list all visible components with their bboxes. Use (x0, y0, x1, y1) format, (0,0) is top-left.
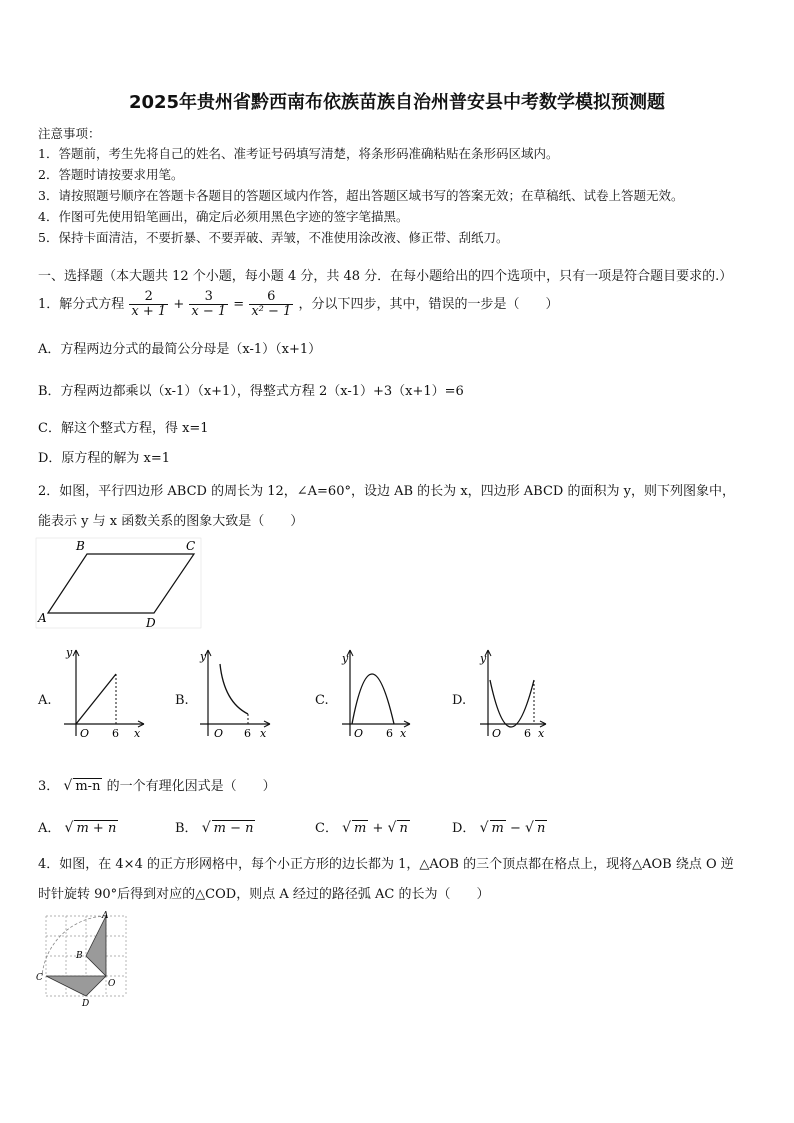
denominator: x − 1 (191, 304, 227, 319)
question-2-line1: 2．如图，平行四边形 ABCD 的周长为 12，∠A=60°，设边 AB 的长为 x，四边形 ABCD 的面积为 y，则下列图象中， (38, 484, 735, 499)
q3-option-c[interactable] (315, 817, 410, 836)
vertex-label: D (146, 616, 156, 630)
denominator: x² − 1 (251, 304, 292, 319)
graph-line (76, 674, 116, 724)
point-label: C (36, 973, 43, 983)
point-label: A (102, 911, 109, 921)
graph-curve (220, 664, 248, 714)
notice-item: 5．保持卡面清洁，不要折暴、不要弄破、弄皱，不准使用涂改液、修正带、刮纸刀。 (38, 230, 509, 245)
graph-curve (352, 674, 394, 724)
question-4-line1: 4．如图，在 4×4 的正方形网格中，每个小正方形的边长都为 1，△AOB 的三个顶点都在格点上，现将△AOB 绕点 O 逆 (38, 857, 734, 872)
q2-graph-c[interactable] (338, 644, 416, 744)
tick-label: 6 (386, 727, 393, 740)
point-label: O (108, 979, 116, 989)
q1-prefix: 1．解分式方程 (38, 297, 125, 312)
tick-label: 6 (244, 727, 251, 740)
q2-option-b-label[interactable]: B. (175, 693, 189, 708)
option-letter: B． (175, 821, 198, 836)
option-letter: C． (315, 821, 338, 836)
q2-graph-d[interactable] (476, 644, 552, 744)
plus-sign: + (173, 297, 185, 312)
axis-label-x: x (260, 727, 267, 740)
axis-label-y: y (200, 650, 207, 663)
numerator: 3 (189, 290, 228, 305)
parallelogram-figure (36, 538, 206, 630)
axis-label-x: x (134, 727, 141, 740)
axis-arrows (485, 650, 546, 727)
notice-heading: 注意事项： (38, 126, 101, 141)
operator: + (372, 821, 384, 836)
radicand: n (536, 821, 546, 836)
radicand: m (354, 821, 367, 836)
question-3-stem (38, 775, 276, 794)
graph-curve (490, 680, 534, 727)
q3-option-d[interactable] (452, 817, 547, 836)
vertex-label: C (186, 539, 196, 553)
q3-option-a[interactable] (38, 817, 118, 836)
radicand: m-n (75, 779, 101, 794)
option-letter: A． (38, 821, 61, 836)
axis-label-y: y (66, 646, 73, 659)
axis-label-y: y (342, 652, 349, 665)
radical-sign: √ (342, 820, 352, 836)
tick-label: 6 (524, 727, 531, 740)
q2-graph-b[interactable] (196, 644, 276, 744)
fraction (189, 290, 228, 319)
triangle-cod (46, 976, 106, 996)
q1-option-a[interactable]: A．方程两边分式的最简公分母是（x-1）（x+1） (38, 342, 322, 357)
origin-label: O (214, 727, 224, 740)
notice-item: 3．请按照题号顺序在答题卡各题目的答题区域内作答，超出答题区域书写的答案无效；在草稿纸、试卷上答题无效。 (38, 188, 684, 203)
figure-frame (36, 538, 201, 628)
vertex-label: A (38, 611, 47, 625)
question-1-stem (38, 287, 558, 323)
q1-option-b[interactable]: B．方程两边都乘以（x-1）（x+1），得整式方程 2（x-1）+3（x+1）=6 (38, 384, 464, 399)
vertex-label: B (76, 539, 85, 553)
q2-option-d-label[interactable]: D. (452, 693, 467, 708)
q2-option-c-label[interactable]: C. (315, 693, 329, 708)
page-title: 2025年贵州省黔西南布依族苗族自治州普安县中考数学模拟预测题 (128, 92, 666, 113)
q2-option-a-label[interactable]: A. (38, 693, 52, 708)
q1-suffix: ，分以下四步，其中，错误的一步是（ ） (298, 297, 559, 312)
radical-sign: √ (479, 820, 489, 836)
radical-sign: √ (64, 820, 74, 836)
question-4-line2: 时针旋转 90°后得到对应的△COD，则点 A 经过的路径弧 AC 的长为（ ） (38, 887, 490, 902)
q1-option-d[interactable]: D．原方程的解为 x=1 (38, 451, 171, 466)
numerator: 6 (249, 290, 293, 305)
q3-suffix: 的一个有理化因式是（ ） (106, 779, 276, 794)
q2-graph-a[interactable] (58, 644, 150, 744)
notice-item: 4．作图可先使用铅笔画出，确定后必须用黑色字迹的签字笔描黑。 (38, 209, 409, 224)
q1-option-c[interactable]: C．解这个整式方程，得 x=1 (38, 421, 209, 436)
parallelogram-abcd (48, 554, 194, 613)
q3-option-b[interactable] (175, 817, 255, 836)
triangle-aob (86, 916, 106, 976)
question-number: 3． (38, 779, 60, 794)
denominator: x + 1 (131, 304, 167, 319)
option-letter: D． (452, 821, 476, 836)
numerator: 2 (129, 290, 168, 305)
axis-label-y: y (480, 652, 487, 665)
radical-sign: √ (63, 778, 73, 794)
section-heading: 一、选择题（本大题共 12 个小题，每小题 4 分，共 48 分．在每小题给出的四个选项中，只有一项是符合题目要求的.） (38, 269, 733, 284)
radicand: m − n (213, 821, 254, 836)
tick-label: 6 (112, 727, 119, 740)
axis-label-x: x (400, 727, 407, 740)
radicand: n (399, 821, 408, 836)
fraction (249, 290, 293, 319)
axis-label-x: x (538, 727, 545, 740)
radicand: m (491, 821, 504, 836)
origin-label: O (80, 727, 90, 740)
point-label: B (76, 951, 83, 961)
radical-sign: √ (525, 820, 534, 836)
origin-label: O (492, 727, 502, 740)
equals-sign: = (233, 297, 245, 312)
fraction (129, 290, 168, 319)
notice-item: 2．答题时请按要求用笔。 (38, 167, 184, 182)
origin-label: O (354, 727, 364, 740)
rotation-grid-figure (36, 910, 132, 1008)
radicand: m + n (76, 821, 117, 836)
notice-item: 1．答题前，考生先将自己的姓名、准考证号码填写清楚，将条形码准确粘贴在条形码区域内。 (38, 146, 559, 161)
axis-arrows (347, 650, 410, 727)
radical-sign: √ (201, 820, 211, 836)
question-2-line2: 能表示 y 与 x 函数关系的图象大致是（ ） (38, 514, 304, 529)
axis-arrows (205, 650, 270, 727)
point-label: D (82, 999, 90, 1009)
operator: − (509, 821, 521, 836)
radical-sign: √ (387, 820, 397, 836)
